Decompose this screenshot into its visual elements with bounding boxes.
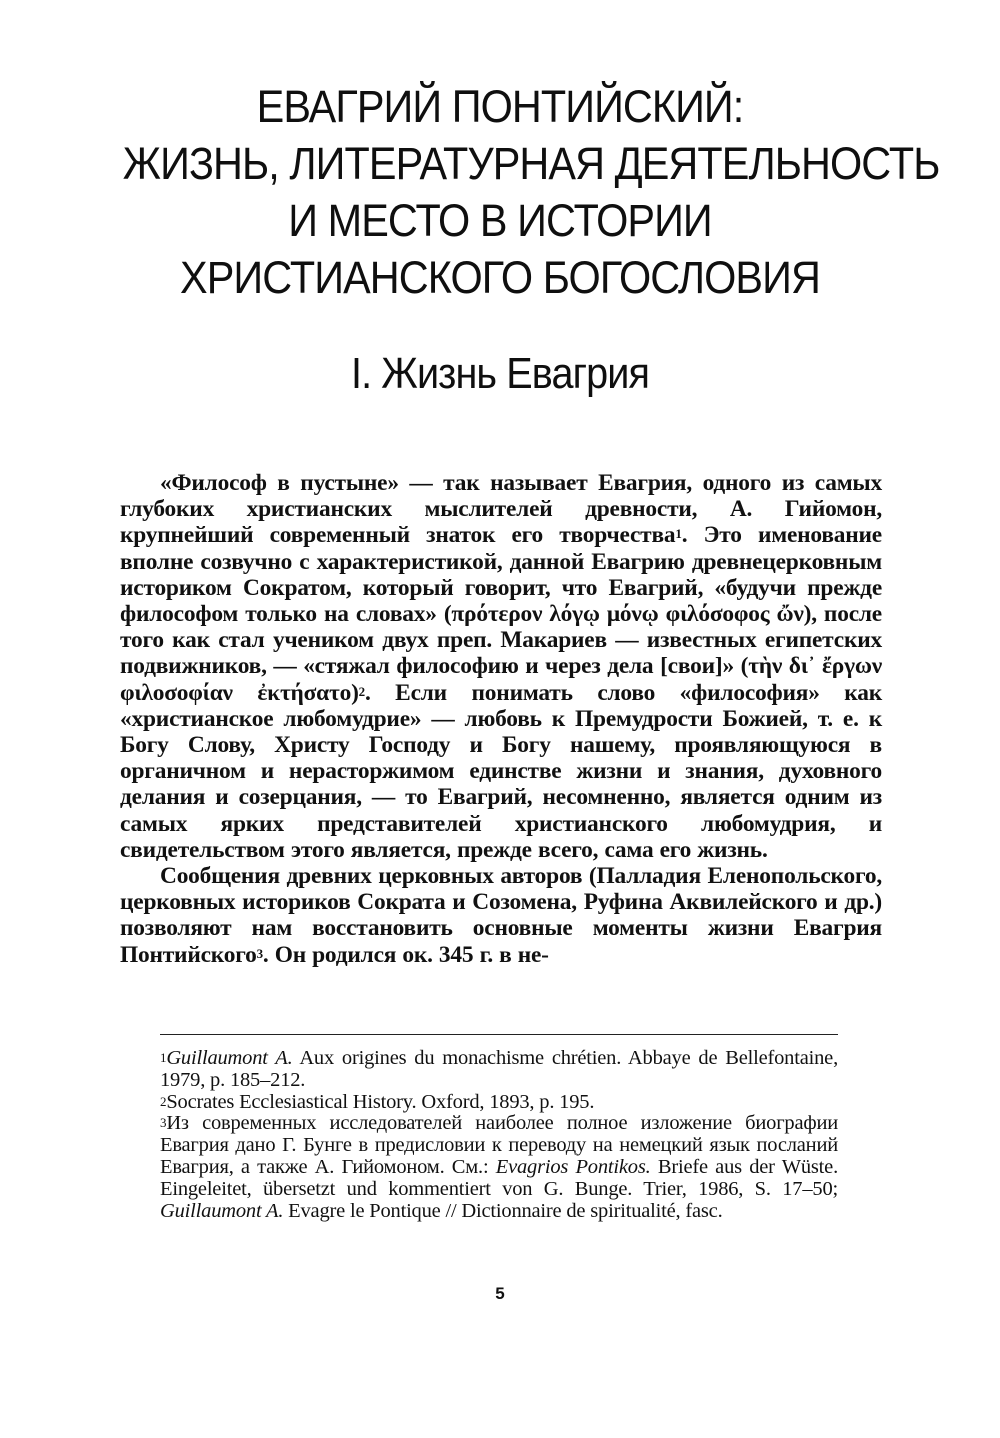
footnote-text: Briefe aus der Wüste. Eingeleitet, übersetzt und kommentiert von G. Bunge. Trier, 1986, S. 17–50;	[160, 1155, 838, 1200]
book-title	[90, 78, 940, 306]
footnote-text: Evagre le Pontique // Dictionnaire de spiritualité, fasc.	[283, 1199, 723, 1222]
paragraph	[120, 470, 882, 863]
paragraph-text: . Он родился ок. 345 г. в не-	[262, 941, 549, 968]
paragraph-text: . Это именование вполне созвучно с характеристикой, данной Евагрию древнецерковным историком Сократом, который говорит, что Евагрий, «будучи прежде философом только на словах» (πρότερον λόγῳ μόνῳ φιλόσοφος ὤν), после того как стал учеником двух преп. Макариев — известных египетских подвижников, — «стяжал философию и через дела [свои]» (τὴν δι᾽ ἔργων φιλοσοφίαν ἐκτήσατο)	[120, 522, 882, 706]
footnote-ref: 1	[675, 526, 682, 542]
footnote-text: Из современных исследователей наиболее полное изложение биографии Евагрия дано Г. Бунге в предисловии к переводу на немецкий язык посланий Евагрия, а также А. Гийомоном. См.:	[160, 1112, 838, 1178]
footnote-italic: Guillaumont A.	[160, 1199, 284, 1222]
footnote-number: 3	[160, 1115, 167, 1131]
footnotes	[160, 1048, 838, 1222]
paragraph-text: . Если понимать слово «философия» как «христианское любомудрие» — любовь к Премудрости Божией, т. е. к Богу Слову, Христу Господу и Богу нашему, проявляющуюся в органичном и нерасторжимом единстве жизни и знания, духовного делания и созерцания, — то Евагрий, несомненно, является одним из самых ярких представителей христианского любомудрия, и свидетельством этого является, прежде всего, сама его жизнь.	[120, 679, 882, 863]
paragraph-text: «Философ в пустыне» — так называет Евагрия, одного из самых глубоких христианских мыслителей древности, А. Гийомон, крупнейший современный знаток его творчества	[120, 470, 882, 549]
page-number: 5	[495, 1284, 505, 1303]
footnote-text: Socrates Ecclesiastical History. Oxford, 1893, p. 195.	[166, 1090, 595, 1113]
paragraph-text: Сообщения древних церковных авторов (Палладия Еленопольского, церковных историков Сократа и Созомена, Руфина Аквилейского и др.) позволяют нам восстановить основные моменты жизни Евагрия Понтийского	[120, 863, 882, 968]
paragraph	[120, 863, 882, 968]
footnote-italic: Evagrios Pontikos.	[495, 1155, 651, 1178]
footnote-divider	[160, 1034, 838, 1035]
title-line-1: ЕВАГРИЙ ПОНТИЙСКИЙ:	[256, 81, 744, 132]
title-line-2: ЖИЗНЬ, ЛИТЕРАТУРНАЯ ДЕЯТЕЛЬНОСТЬ	[122, 138, 940, 189]
title-line-3: И МЕСТО В ИСТОРИИ	[288, 195, 712, 246]
footnote-ref: 3	[256, 945, 263, 961]
footnote-ref: 2	[358, 683, 365, 699]
footnote	[160, 1113, 838, 1222]
footnote	[160, 1092, 838, 1114]
body-text	[120, 470, 882, 968]
footnote-author: Guillaumont A.	[166, 1047, 293, 1069]
title-line-4: ХРИСТИАНСКОГО БОГОСЛОВИЯ	[180, 252, 820, 303]
footnote-text: Aux origines du monachisme chrétien. Abbaye de Bellefontaine, 1979, p. 185–212.	[160, 1047, 838, 1091]
footnote-number: 2	[160, 1093, 167, 1109]
chapter-heading: I. Жизнь Евагрия	[350, 349, 650, 398]
footnote-number: 1	[160, 1050, 167, 1065]
footnote	[160, 1048, 838, 1092]
